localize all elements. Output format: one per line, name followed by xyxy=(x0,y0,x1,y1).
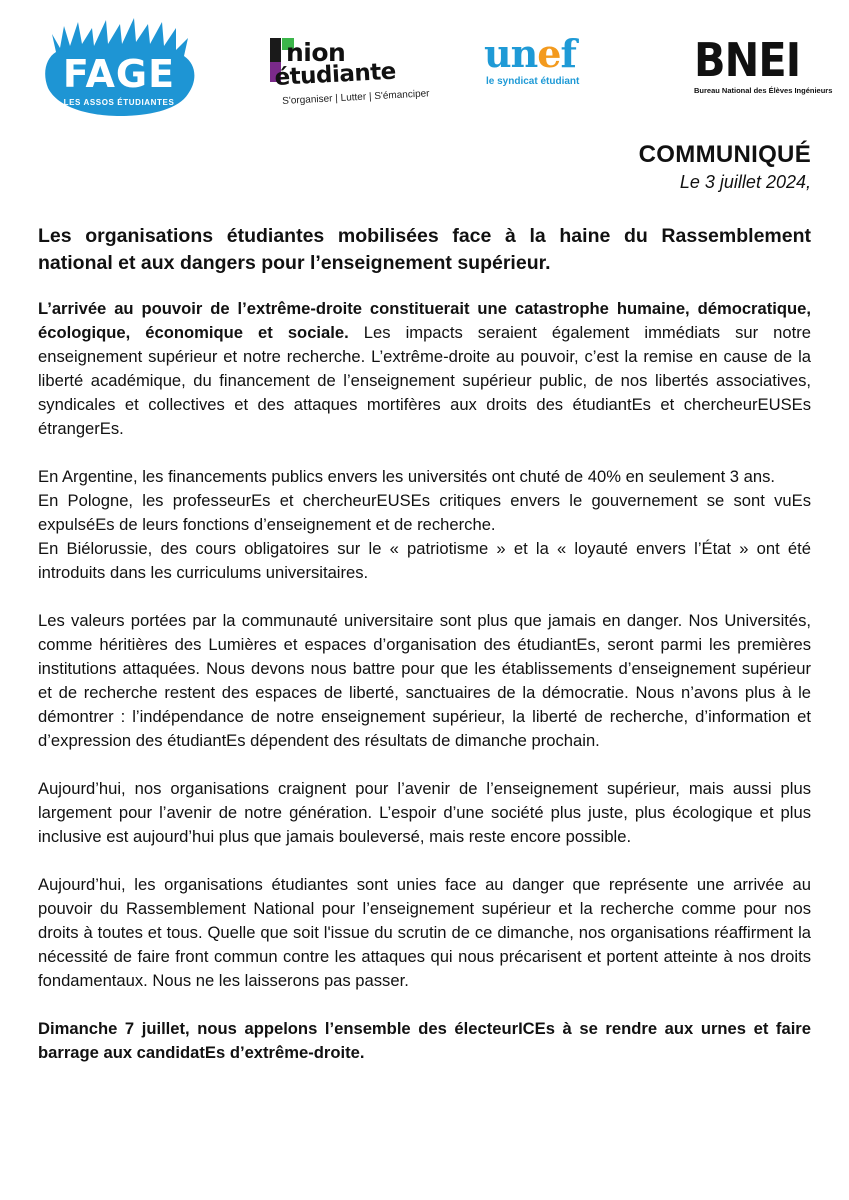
communique-title: COMMUNIQUÉ xyxy=(638,141,811,168)
union-logo-tagline: S'organiser | Lutter | S'émanciper xyxy=(282,88,430,107)
bnei-logo-tagline: Bureau National des Élèves Ingénieurs xyxy=(694,86,833,95)
bnei-logo-text: BNEI xyxy=(694,33,801,87)
paragraph-call-to-action: Dimanche 7 juillet, nous appelons l’ensemble des électeurICEs à se rendre aux urnes et faire barrage aux candidatEs d’extrême-droite. xyxy=(38,1019,811,1062)
fage-logo xyxy=(38,18,200,118)
unef-logo-part-a: un xyxy=(484,31,538,76)
paragraph-1-bold-lead: L’arrivée au pouvoir de l’extrême-droite constituerait une catastrophe humaine, démocratique, écologique, économique et sociale. xyxy=(38,299,811,342)
bnei-logo xyxy=(694,33,833,96)
paragraph-1 xyxy=(38,297,811,441)
paragraph-poland: En Pologne, les professeurEs et chercheurEUSEs critiques envers le gouvernement se sont vuEs expulséEs de leurs fonctions d’enseignement et de recherche. xyxy=(38,491,811,534)
fage-logo-tagline: LES ASSOS ÉTUDIANTES xyxy=(63,98,175,107)
communique-date: Le 3 juillet 2024, xyxy=(679,172,811,192)
paragraph-argentina: En Argentine, les financements publics envers les universités ont chuté de 40% en seulement 3 ans. xyxy=(38,467,776,486)
communique-body xyxy=(38,223,811,1089)
union-logo-line2: étudiante xyxy=(273,58,397,91)
fage-logo-text: FAGE xyxy=(62,52,176,96)
union-etudiante-logo xyxy=(268,36,430,116)
paragraph-4: Aujourd’hui, nos organisations craignent pour l’avenir de l’enseignement supérieur, mais aussi plus largement pour l’avenir de notre génération. L’espoir d’une société plus juste, plus écologique et plus inclusive est aujourd’hui plus que jamais bouleversé, mais reste encore possible. xyxy=(38,779,811,846)
communique-headline: Les organisations étudiantes mobilisées face à la haine du Rassemblement national et aux dangers pour l’enseignement supérieur. xyxy=(38,225,811,274)
unef-logo-text xyxy=(484,31,576,76)
paragraph-3: Les valeurs portées par la communauté universitaire sont plus que jamais en danger. Nos Universités, comme héritières des Lumières et espaces d’organisation des étudiantEs, seront parmi les premières institutions attaquées. Nous devons nous battre pour que les établissements d’enseignement supérieur et de recherche restent des espaces de liberté, sanctuaires de la démocratie. Nous n’avons plus à le démontrer : l’indépendance de notre enseignement supérieur, la liberté de recherche, d’information et d’expression des étudiantEs dépendent des résultats de dimanche prochain. xyxy=(38,611,811,750)
unef-logo-part-b: e xyxy=(537,31,561,76)
paragraph-1-text: Les impacts seraient également immédiats sur notre enseignement supérieur et notre recherche. L’extrême-droite au pouvoir, c’est la remise en cause de la liberté académique, du financement de l’enseignement supérieur public, de nos libertés associatives, syndicales et collectives et des attaques mortifères aux droits des étudiantEs et chercheurEUSEs étrangerEs. xyxy=(38,323,811,438)
paragraph-5: Aujourd’hui, les organisations étudiantes sont unies face au danger que représente une arrivée au pouvoir du Rassemblement National pour l’enseignement supérieur et la recherche comme pour nos droits à toutes et tous. Quelle que soit l'issue du scrutin de ce dimanche, nos organisations réaffirment la nécessité de faire front commun contre les attaques qui nous précarisent et portent atteinte à nos droits fondamentaux. Nous ne les laisserons pas passer. xyxy=(38,875,811,990)
union-logo-line1: nion xyxy=(286,38,346,67)
unef-logo-part-c: f xyxy=(560,31,576,76)
unef-logo xyxy=(482,31,612,94)
unef-logo-tagline: le syndicat étudiant xyxy=(486,76,580,87)
paragraph-belarus: En Biélorussie, des cours obligatoires sur le « patriotisme » et la « loyauté envers l’État » ont été introduits dans les curriculums universitaires. xyxy=(38,539,811,582)
